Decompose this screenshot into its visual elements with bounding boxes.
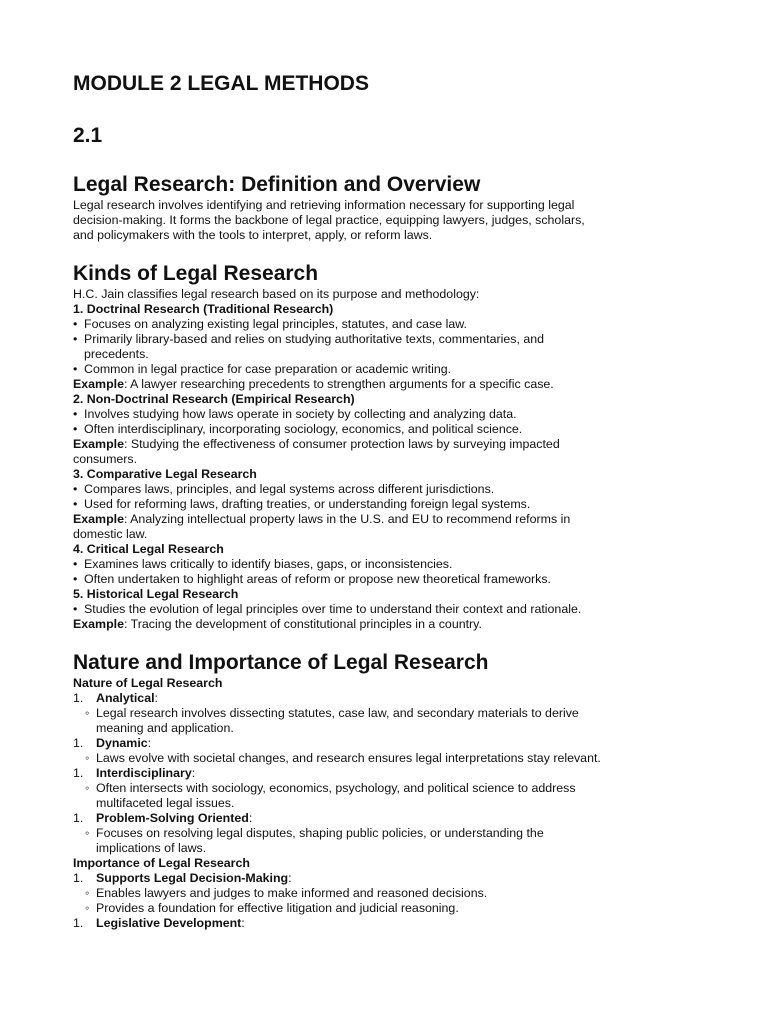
- example-text: : Analyzing intellectual property laws in the U.S. and EU to recommend reforms in: [123, 512, 571, 526]
- numbered-item: [73, 766, 708, 781]
- sub-text: Focuses on resolving legal disputes, shaping public policies, or understanding the: [96, 826, 544, 840]
- sub-text: meaning and application.: [96, 721, 234, 735]
- bullet-item: • Used for reforming laws, drafting treaties, or understanding foreign legal systems.: [73, 497, 708, 512]
- paragraph-line: Legal research involves identifying and retrieving information necessary for supporting legal: [73, 198, 575, 212]
- example-text: domestic law.: [73, 527, 148, 541]
- item-colon: :: [147, 736, 152, 750]
- bullet-item: [73, 332, 708, 362]
- example-text: consumers.: [73, 452, 138, 466]
- item-colon: :: [191, 766, 196, 780]
- kind-title: 5. Historical Legal Research: [73, 587, 239, 601]
- example-line: [73, 617, 708, 632]
- item-number: 1.: [73, 871, 84, 885]
- example-label: Example: [73, 617, 124, 631]
- example-label: Example: [73, 377, 124, 391]
- bullet-item: • Involves studying how laws operate in society by collecting and analyzing data.: [73, 407, 708, 422]
- bullet-text: precedents.: [84, 347, 149, 361]
- kind-title: 1. Doctrinal Research (Traditional Research): [73, 302, 334, 316]
- item-number: 1.: [73, 916, 84, 930]
- heading-definition: Legal Research: Definition and Overview: [73, 173, 481, 196]
- item-label: Legislative Development: [96, 916, 242, 930]
- example-text: : Studying the effectiveness of consumer protection laws by surveying impacted: [123, 437, 560, 451]
- sub-bullet: [73, 826, 708, 856]
- item-label: Problem-Solving Oriented: [96, 811, 249, 825]
- sub-bullet: [73, 781, 708, 811]
- numbered-item: [73, 811, 708, 826]
- sub-bullet: ◦ Enables lawyers and judges to make informed and reasoned decisions.: [73, 886, 708, 901]
- bullet-item: • Examines laws critically to identify biases, gaps, or inconsistencies.: [73, 557, 708, 572]
- numbered-item: [73, 691, 708, 706]
- item-label: Dynamic: [96, 736, 148, 750]
- paragraph-line: decision-making. It forms the backbone of legal practice, equipping lawyers, judges, scholars,: [73, 213, 585, 227]
- sub-text: Often intersects with sociology, economics, psychology, and political science to address: [96, 781, 576, 795]
- section-number: 2.1: [73, 124, 103, 147]
- example-line: [73, 512, 708, 542]
- example-line: [73, 377, 708, 392]
- item-colon: :: [241, 916, 245, 930]
- bullet-text: Primarily library-based and relies on studying authoritative texts, commentaries, and: [84, 332, 545, 346]
- numbered-item: [73, 916, 708, 931]
- bullet-item: • Often interdisciplinary, incorporating sociology, economics, and political science.: [73, 422, 708, 437]
- heading-kinds: Kinds of Legal Research: [73, 262, 319, 285]
- example-label: Example: [73, 512, 124, 526]
- item-label: Supports Legal Decision-Making: [96, 871, 289, 885]
- sub-text: Legal research involves dissecting statutes, case law, and secondary materials to derive: [96, 706, 579, 720]
- sub-bullet: ◦ Laws evolve with societal changes, and research ensures legal interpretations stay relevant.: [73, 751, 708, 766]
- module-title: MODULE 2 LEGAL METHODS: [73, 72, 369, 95]
- bullet-item: • Focuses on analyzing existing legal principles, statutes, and case law.: [73, 317, 708, 332]
- example-label: Example: [73, 437, 124, 451]
- item-number: 1.: [73, 811, 84, 825]
- numbered-item: [73, 736, 708, 751]
- sub-text: multifaceted legal issues.: [96, 796, 235, 810]
- subheading-importance: Importance of Legal Research: [73, 856, 250, 870]
- bullet-item: • Common in legal practice for case preparation or academic writing.: [73, 362, 708, 377]
- item-label: Analytical: [96, 691, 155, 705]
- example-text: : A lawyer researching precedents to strengthen arguments for a specific case.: [123, 377, 554, 391]
- item-colon: :: [288, 871, 292, 885]
- sub-bullet: ◦ Provides a foundation for effective litigation and judicial reasoning.: [73, 901, 708, 916]
- item-label: Interdisciplinary: [96, 766, 192, 780]
- kind-title: 4. Critical Legal Research: [73, 542, 224, 556]
- numbered-item: [73, 871, 708, 886]
- item-colon: :: [248, 811, 253, 825]
- bullet-item: • Often undertaken to highlight areas of reform or propose new theoretical frameworks.: [73, 572, 708, 587]
- heading-nature-importance: Nature and Importance of Legal Research: [73, 651, 489, 674]
- subheading-nature: Nature of Legal Research: [73, 676, 223, 690]
- item-number: 1.: [73, 766, 84, 780]
- sub-text: implications of laws.: [96, 841, 207, 855]
- kind-title: 2. Non-Doctrinal Research (Empirical Research): [73, 392, 355, 406]
- example-text: : Tracing the development of constitutional principles in a country.: [123, 617, 482, 631]
- bullet-item: • Studies the evolution of legal principles over time to understand their context and rationale.: [73, 602, 708, 617]
- paragraph-line: and policymakers with the tools to interpret, apply, or reform laws.: [73, 228, 433, 242]
- kinds-intro: H.C. Jain classifies legal research based on its purpose and methodology:: [73, 287, 480, 301]
- item-number: 1.: [73, 691, 84, 705]
- item-number: 1.: [73, 736, 84, 750]
- sub-bullet: [73, 706, 708, 736]
- example-line: [73, 437, 708, 467]
- item-colon: :: [154, 691, 158, 705]
- kind-title: 3. Comparative Legal Research: [73, 467, 257, 481]
- bullet-item: • Compares laws, principles, and legal systems across different jurisdictions.: [73, 482, 708, 497]
